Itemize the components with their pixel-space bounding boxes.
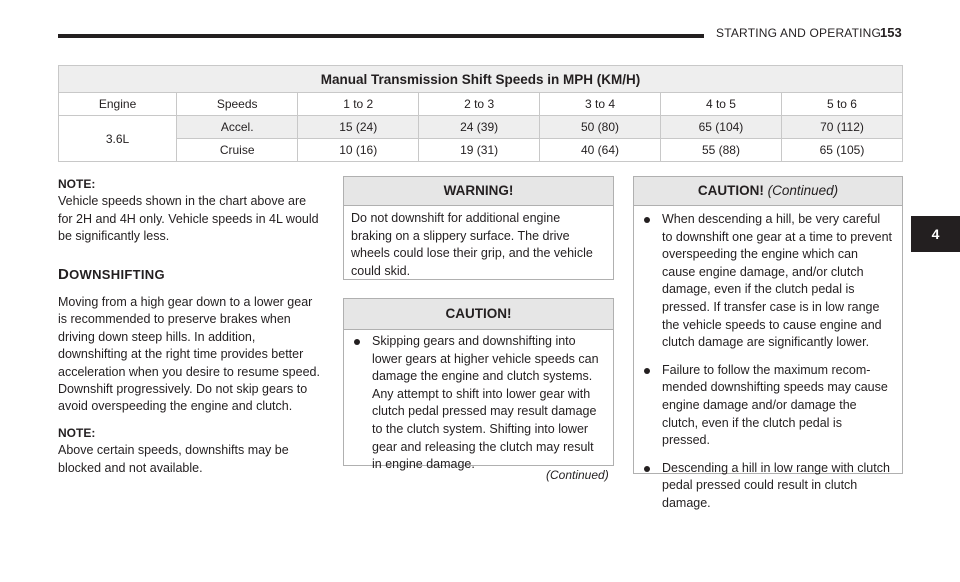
- table-cell: 19 (31): [419, 139, 540, 162]
- caution-continued-box: [633, 176, 903, 510]
- table-cell: 40 (64): [540, 139, 661, 162]
- warning-box: [343, 176, 614, 280]
- chapter-tab[interactable]: 4: [911, 216, 960, 252]
- section-title: STARTING AND OPERATING: [716, 26, 882, 40]
- note-label: NOTE:: [58, 177, 96, 191]
- engine-cell: 3.6L: [59, 116, 177, 162]
- note-text: Above certain speeds, downshifts may be blocked and not available.: [58, 443, 289, 475]
- table-cell: 65 (105): [781, 139, 902, 162]
- bullet-item: [641, 211, 892, 352]
- table-row: [59, 139, 903, 162]
- note-text: Vehicle speeds shown in the chart above are for 2H and 4H only. Vehicle speeds in 4L would be significantly less.: [58, 194, 319, 244]
- shift-speed-table: [58, 65, 903, 162]
- section-heading: [58, 266, 324, 283]
- section-heading-rest: OWNSHIFTING: [69, 266, 165, 282]
- bullet-icon: [644, 217, 650, 223]
- bullet-icon: [644, 368, 650, 374]
- bullet-item: [641, 362, 892, 450]
- caution-continued-title: [634, 177, 902, 206]
- bullet-text: Skipping gears and downshifting into lower gears at higher vehicle speeds can damage the engine and clutch systems. Any attempt to shift into lower gear with clutch pedal pressed may result damage to the clutch system. Shifting into lower gear and releasing the clutch may result in engine damage.: [372, 334, 599, 472]
- table-cell: 24 (39): [419, 116, 540, 139]
- header-rule: [58, 34, 704, 38]
- speed-label: Accel.: [177, 116, 298, 139]
- caution-title: CAUTION!: [344, 299, 613, 330]
- caution-continued-suffix: (Continued): [767, 183, 839, 198]
- page-number: 153: [880, 25, 902, 40]
- table-cell: 65 (104): [660, 116, 781, 139]
- bullet-icon: [354, 339, 360, 345]
- table-cell: 15 (24): [298, 116, 419, 139]
- column-header: 4 to 5: [660, 93, 781, 116]
- column-header: 2 to 3: [419, 93, 540, 116]
- column-header: Engine: [59, 93, 177, 116]
- table-cell: 55 (88): [660, 139, 781, 162]
- table-row: [59, 116, 903, 139]
- bullet-item: [351, 333, 603, 474]
- column-header: 3 to 4: [540, 93, 661, 116]
- bullet-text: When descending a hill, be very careful to downshift one gear at a time to prevent overspeeding the engine which can cause engine damage, and/or clutch damage, even if the clutch pedal is pressed. If transfer case is in low range the vehicle speeds to cause engine and clutch damage are significantly lower.: [662, 212, 892, 350]
- speed-label: Cruise: [177, 139, 298, 162]
- table-cell: 70 (112): [781, 116, 902, 139]
- caution-continued-title-text: CAUTION!: [697, 183, 764, 198]
- table-title: Manual Transmission Shift Speeds in MPH (KM/H): [59, 66, 903, 93]
- column-header: 5 to 6: [781, 93, 902, 116]
- left-column: [58, 176, 324, 477]
- note-label: NOTE:: [58, 425, 96, 440]
- table-cell: 50 (80): [540, 116, 661, 139]
- bullet-icon: [644, 466, 650, 472]
- table-header-row: [59, 93, 903, 116]
- bullet-text: Failure to follow the maximum recom-mended downshifting speeds may cause engine damage and/or damage the clutch, even if the clutch pedal is pressed.: [662, 362, 888, 448]
- table-cell: 10 (16): [298, 139, 419, 162]
- section-body: Moving from a high gear down to a lower gear is recommended to preserve brakes when driving down steep hills. In addition, downshifting at the right time provides better acceleration when you desire to resume speed. Downshift progressively. Do not skip gears to avoid overspeeding the engine and clutch.: [58, 295, 320, 414]
- warning-title: WARNING!: [344, 177, 613, 206]
- bullet-item: [641, 460, 892, 513]
- continued-label: (Continued): [546, 468, 609, 482]
- section-heading-initial: D: [58, 265, 70, 283]
- bullet-text: Descending a hill in low range with clutch pedal pressed could result in clutch damage.: [662, 460, 890, 510]
- column-header: 1 to 2: [298, 93, 419, 116]
- column-header: Speeds: [177, 93, 298, 116]
- caution-box: [343, 298, 614, 472]
- warning-text: Do not downshift for additional engine braking on a slippery surface. The drive wheels could lose their grip, and the vehicle could skid.: [351, 211, 593, 278]
